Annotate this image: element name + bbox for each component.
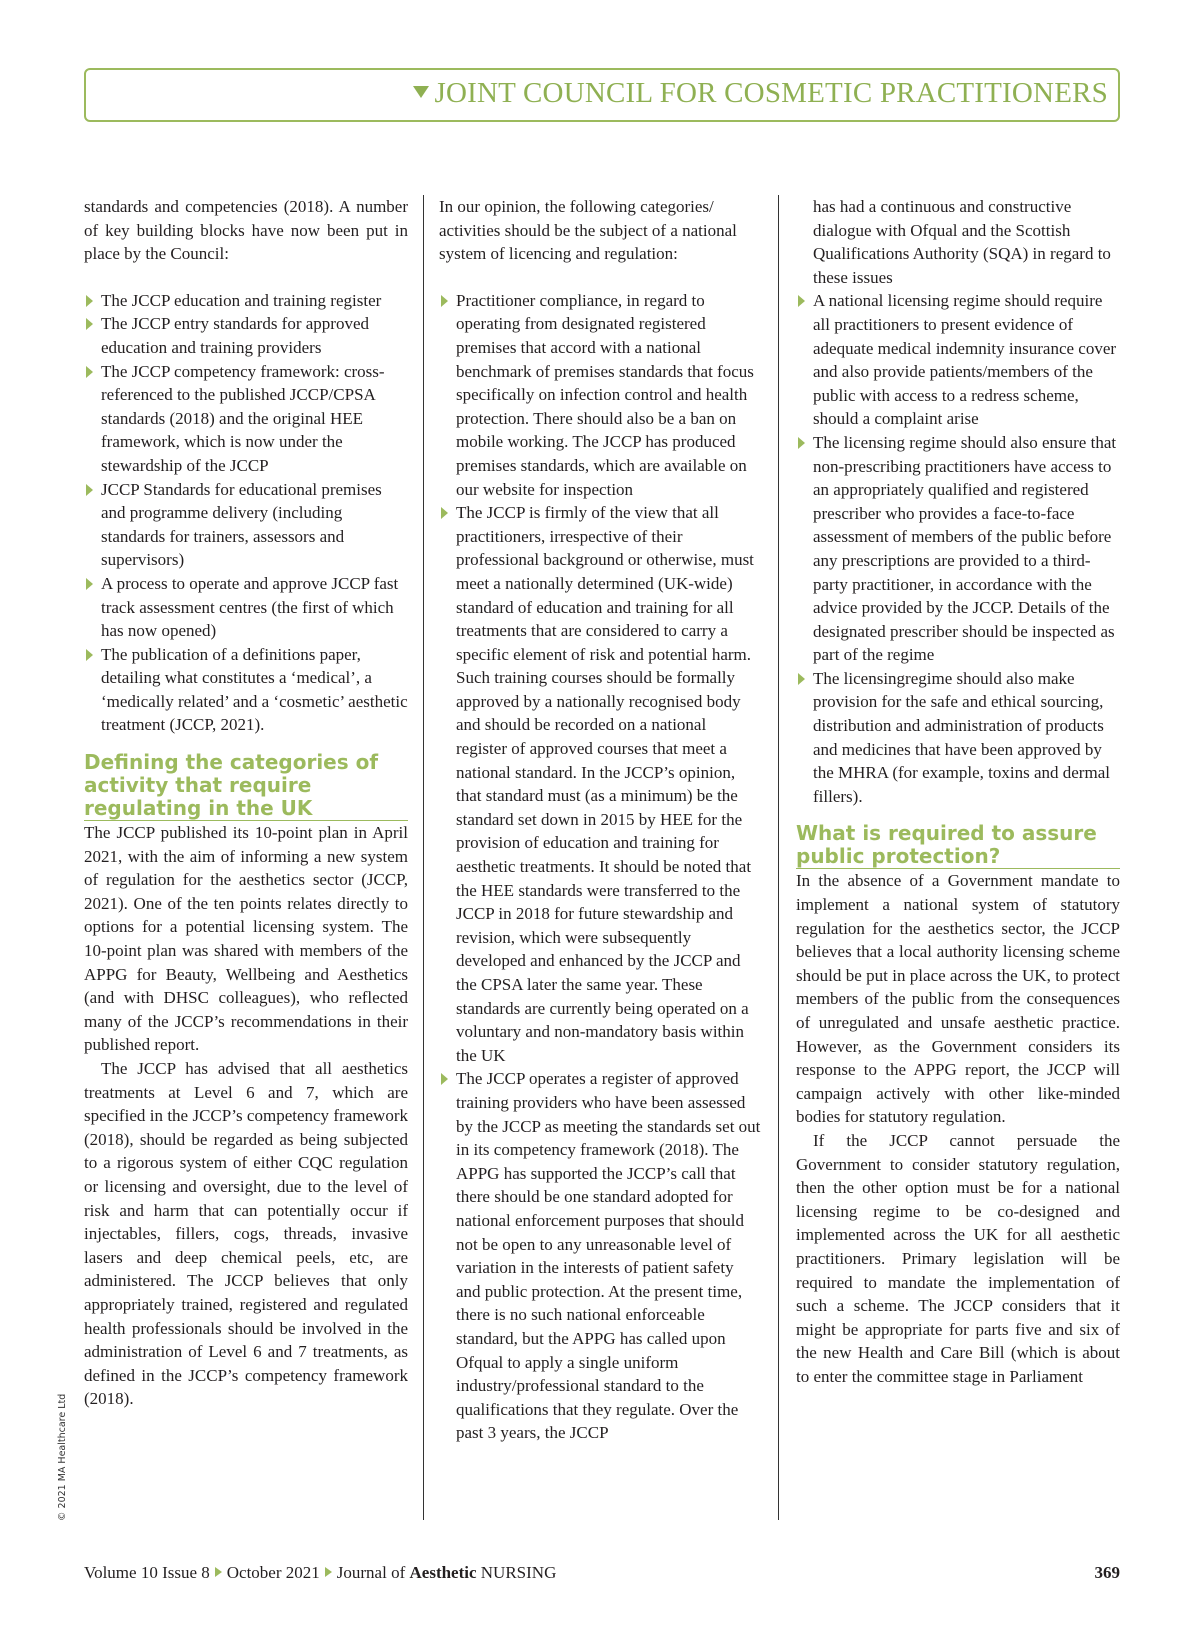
list-item: Practitioner compliance, in regard to operating from designated registered premises that accord with a national benchmark of premises standards that focus specifically on infection control and health protection. There should also be a ban on mobile working. The JCCP has produced premises standards, which are available on our website for inspection (439, 289, 761, 501)
list-item: The JCCP competency framework: cross-referenced to the published JCCP/CPSA standards (2018) and the original HEE framework, which is now under the stewardship of the JCCP (84, 360, 408, 478)
footer-arrow-icon (215, 1567, 222, 1577)
column-3 (796, 195, 1120, 1520)
col3-bullet-list (796, 195, 1120, 808)
header-banner (84, 68, 1120, 122)
col1-paragraph-1: The JCCP published its 10-point plan in April 2021, with the aim of informing a new system of regulation for the aesthetics sector (JCCP, 2021). One of the ten points relates directly to options for a potential licensing system. The 10-point plan was shared with members of the APPG for Beauty, Wellbeing and Aesthetics (and with DHSC colleagues), who reflected many of the JCCP’s recommendations in their published report. (84, 823, 408, 1055)
bullet-arrow-icon (441, 295, 448, 307)
copyright-notice: © 2021 MA Healthcare Ltd (57, 1393, 68, 1521)
col1-intro: standards and competencies (2018). A number of key building blocks have now been put in place by the Council: (84, 197, 408, 264)
section-heading-public-protection: What is required to assure public protection? (796, 822, 1120, 869)
bullet-arrow-icon (86, 318, 93, 330)
section-heading-defining-categories: Defining the categories of activity that require regulating in the UK (84, 751, 408, 821)
bullet-arrow-icon (86, 366, 93, 378)
header-title (413, 77, 1108, 110)
list-item: JCCP Standards for educational premises and programme delivery (including standards for trainers, assessors and supervisors) (84, 478, 408, 572)
footer-journal-prefix: Journal of (336, 1563, 406, 1582)
list-item: The JCCP is firmly of the view that all practitioners, irrespective of their professional background or otherwise, must meet a nationally determined (UK-wide) standard of education and training for all treatments that are considered to carry a specific element of risk and potential harm. Such training courses should be formally approved by a nationally recognised body and should be recorded on a national register of approved courses that meet a national standard. In the JCCP’s opinion, that standard must (as a minimum) be the standard set down in 2015 by HEE for the provision of education and training for aesthetic treatments. It should be noted that the HEE standards were transferred to the JCCP in 2018 for future stewardship and revision, which were subsequently developed and enhanced by the JCCP and the CPSA later the same year. These standards are currently being operated on a voluntary and non-mandatory basis within the UK (439, 501, 761, 1067)
triangle-down-icon (413, 86, 429, 98)
col1-bullet-list (84, 289, 408, 737)
col3-paragraph-2: If the JCCP cannot persuade the Government to consider statutory regulation, then the other option must be for a national licensing regime to be co-designed and implemented across the UK for all aesthetic practitioners. Primary legislation will be required to mandate the implementation of such a scheme. The JCCP considers that it might be appropriate for parts five and six of the new Health and Care Bill (which is about to enter the committee stage in Parliament (796, 1130, 1120, 1386)
bullet-arrow-icon (798, 295, 805, 307)
footer-arrow-icon (325, 1567, 332, 1577)
bullet-arrow-icon (86, 484, 93, 496)
bullet-arrow-icon (798, 673, 805, 685)
header-title-text: JOINT COUNCIL FOR COSMETIC PRACTITIONERS (434, 77, 1108, 109)
column-2 (439, 195, 761, 1520)
list-item: The JCCP education and training register (84, 289, 408, 313)
footer-journal-bold: Aesthetic (409, 1563, 477, 1582)
list-item: The JCCP operates a register of approved training providers who have been assessed by the JCCP as meeting the standards set out in its competency framework (2018). The APPG has supported the JCCP’s call that there should be one standard adopted for national enforcement purposes that should not be open to any unreasonable level of variation in the interests of patient safety and public protection. At the present time, there is no such national enforceable standard, but the APPG has called upon Ofqual to apply a single uniform industry/professional standard to the qualifications that they regulate. Over the past 3 years, the JCCP (439, 1067, 761, 1445)
bullet-arrow-icon (86, 649, 93, 661)
bullet-arrow-icon (86, 295, 93, 307)
bullet-arrow-icon (441, 1073, 448, 1085)
bullet-arrow-icon (798, 437, 805, 449)
column-1 (84, 195, 408, 1520)
list-item: A national licensing regime should require all practitioners to present evidence of adequate medical indemnity insurance cover and also provide patients/members of the public with access to a redress scheme, should a complaint arise (796, 289, 1120, 431)
bullet-arrow-icon (441, 507, 448, 519)
list-item: A process to operate and approve JCCP fast track assessment centres (the first of which has now opened) (84, 572, 408, 643)
footer-volume: Volume 10 Issue 8 (84, 1563, 210, 1582)
footer-citation (84, 1563, 556, 1583)
list-item: The licensingregime should also make provision for the safe and ethical sourcing, distribution and administration of products and medicines that have been approved by the MHRA (for example, toxins and dermal fillers). (796, 667, 1120, 809)
list-item-continuation: has had a continuous and constructive dialogue with Ofqual and the Scottish Qualifications Authority (SQA) in regard to these issues (813, 197, 1111, 287)
footer-journal-suffix: NURSING (480, 1563, 557, 1582)
column-divider (423, 195, 424, 1520)
col3-paragraph-1: In the absence of a Government mandate to implement a national system of statutory regulation for the aesthetics sector, the JCCP believes that a local authority licensing scheme should be put in place across the UK, to protect members of the public from the consequences of unregulated and unsafe aesthetic practice. However, as the Government considers its response to the APPG report, the JCCP will campaign actively with other like-minded bodies for statutory regulation. (796, 871, 1120, 1127)
footer-date: October 2021 (226, 1563, 320, 1582)
page-number: 369 (1094, 1563, 1120, 1582)
list-item: The JCCP entry standards for approved education and training providers (84, 312, 408, 359)
column-divider (778, 195, 779, 1520)
bullet-arrow-icon (86, 578, 93, 590)
col1-paragraph-2: The JCCP has advised that all aesthetics treatments at Level 6 and 7, which are specified in the JCCP’s competency framework (2018), should be regarded as being subjected to a rigorous system of either CQC regulation or licensing and oversight, due to the level of risk and harm that can potentially occur if injectables, fillers, cogs, threads, invasive lasers and deep chemical peels, etc, are administered. The JCCP believes that only appropriately trained, registered and regulated health professionals should be involved in the administration of Level 6 and 7 treatments, as defined in the JCCP’s competency framework (2018). (84, 1059, 408, 1409)
col2-intro: In our opinion, the following categories/ activities should be the subject of a national system of licencing and regulation: (439, 197, 737, 264)
list-item: The licensing regime should also ensure that non-prescribing practitioners have access to an appropriately qualified and registered prescriber who provides a face-to-face assessment of members of the public before any prescriptions are provided to a third-party practitioner, in accordance with the advice provided by the JCCP. Details of the designated prescriber should be inspected as part of the regime (796, 431, 1120, 667)
col2-bullet-list (439, 289, 761, 1445)
list-item: The publication of a definitions paper, detailing what constitutes a ‘medical’, a ‘medically related’ and a ‘cosmetic’ aesthetic treatment (JCCP, 2021). (84, 643, 408, 737)
